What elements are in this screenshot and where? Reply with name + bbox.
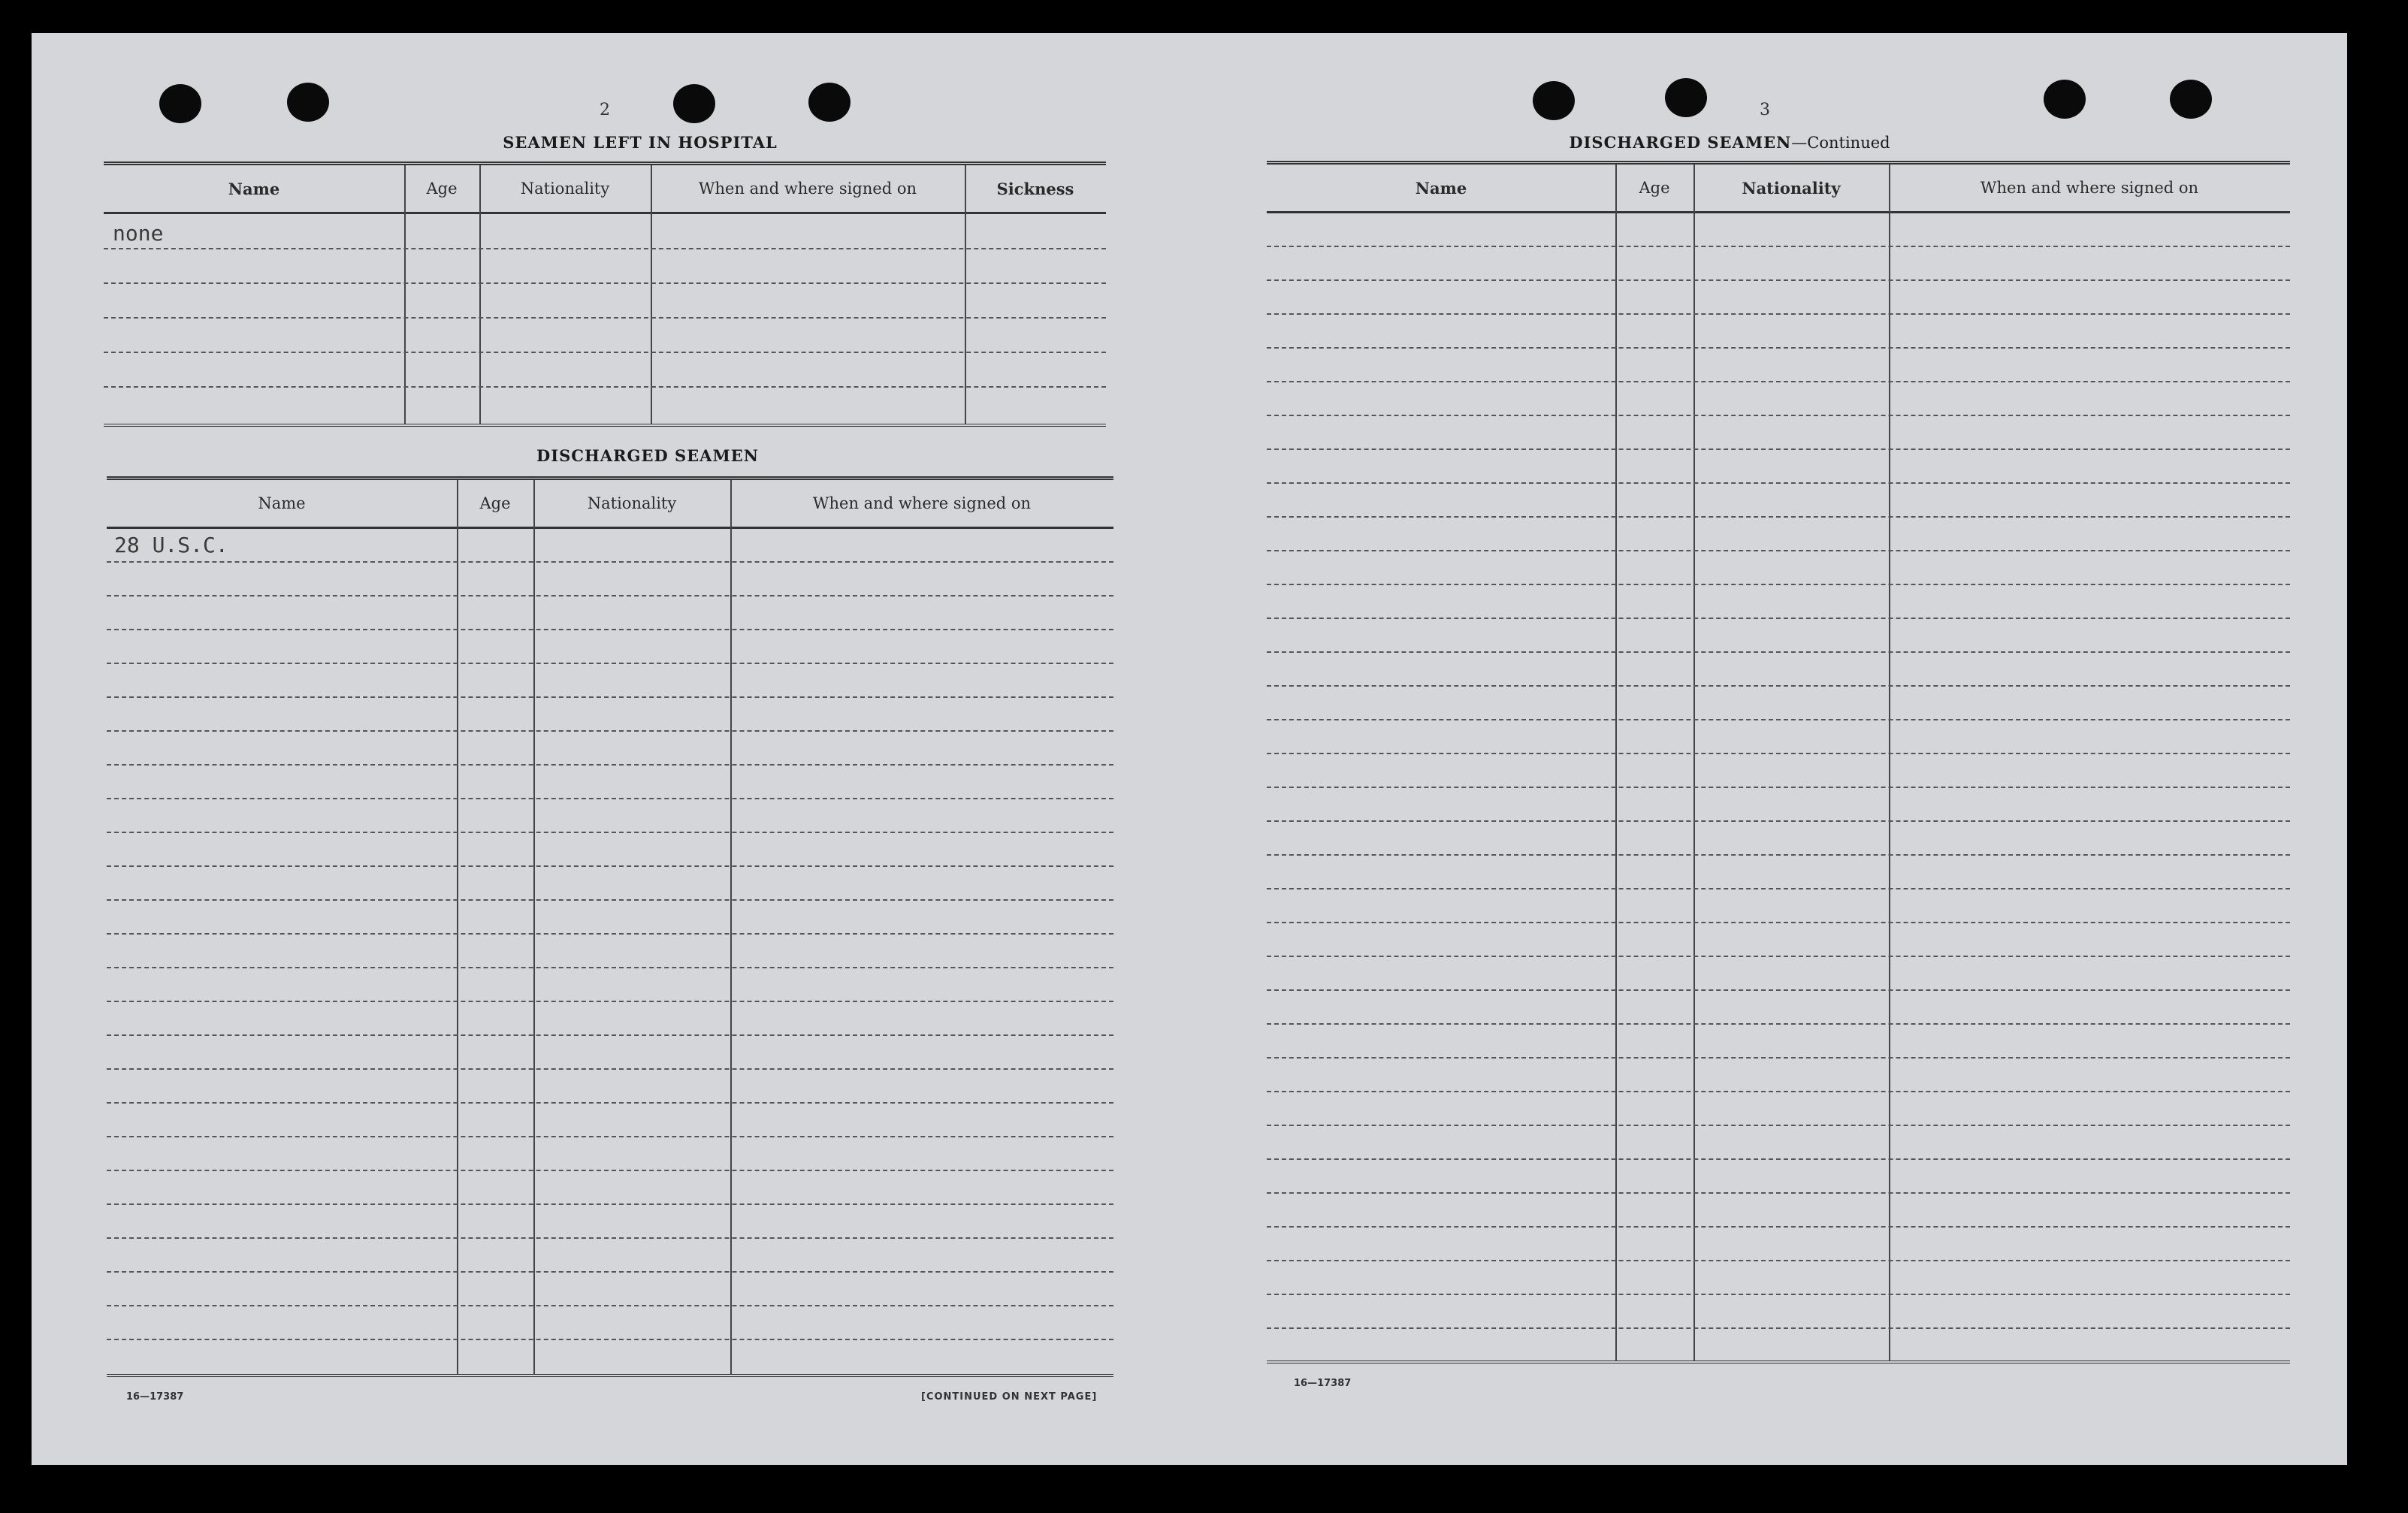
ruled-line bbox=[1267, 1057, 2290, 1058]
ruled-line bbox=[1267, 1023, 2290, 1025]
column-divider bbox=[651, 165, 652, 424]
page-number: 2 bbox=[600, 101, 610, 119]
discharged-entry-name: 28 U.S.C. bbox=[114, 533, 228, 557]
section-title-discharged: DISCHARGED SEAMEN bbox=[536, 446, 759, 465]
ruled-line bbox=[107, 1136, 1113, 1137]
form-number: 16—17387 bbox=[1294, 1378, 1352, 1389]
column-header-age: Age bbox=[1639, 179, 1670, 197]
discharged-table-left bbox=[107, 476, 1113, 1377]
column-header-age: Age bbox=[426, 180, 458, 198]
ruled-line bbox=[104, 282, 1106, 284]
ruled-line bbox=[104, 386, 1106, 388]
ruled-line bbox=[107, 798, 1113, 799]
column-header-name: Name bbox=[258, 494, 306, 512]
ruled-line bbox=[107, 865, 1113, 867]
table-header bbox=[107, 480, 1113, 529]
column-header-name: Name bbox=[228, 179, 280, 198]
column-divider bbox=[533, 480, 535, 1374]
column-divider bbox=[457, 480, 458, 1374]
column-divider bbox=[1693, 165, 1695, 1360]
ruled-line bbox=[107, 595, 1113, 596]
page-number: 3 bbox=[1760, 101, 1770, 119]
ruled-line bbox=[104, 248, 1106, 249]
ruled-line bbox=[1267, 516, 2290, 518]
ruled-line bbox=[107, 967, 1113, 968]
title-suffix: —Continued bbox=[1791, 134, 1890, 152]
ruled-line bbox=[1267, 618, 2290, 619]
column-divider bbox=[965, 165, 966, 424]
ruled-line bbox=[1267, 1125, 2290, 1126]
ruled-line bbox=[1267, 550, 2290, 551]
ruled-line bbox=[1267, 1226, 2290, 1228]
punch-hole bbox=[1665, 78, 1707, 117]
column-header-age: Age bbox=[479, 494, 511, 512]
discharged-table-right bbox=[1267, 161, 2290, 1364]
ruled-line bbox=[107, 1034, 1113, 1036]
punch-hole bbox=[1533, 81, 1575, 120]
column-divider bbox=[479, 165, 481, 424]
ruled-line bbox=[1267, 1158, 2290, 1160]
ruled-line bbox=[1267, 347, 2290, 349]
ruled-line bbox=[107, 1170, 1113, 1171]
ruled-line bbox=[1267, 381, 2290, 382]
ruled-line bbox=[1267, 685, 2290, 687]
punch-hole bbox=[2170, 80, 2212, 119]
ruled-line bbox=[107, 1001, 1113, 1002]
ruled-line bbox=[107, 1305, 1113, 1306]
ruled-line bbox=[107, 696, 1113, 698]
ruled-line bbox=[1267, 448, 2290, 450]
punch-hole bbox=[673, 84, 715, 123]
ledger-sheet bbox=[32, 33, 2347, 1465]
continued-note: [CONTINUED ON NEXT PAGE] bbox=[921, 1391, 1098, 1403]
ruled-line bbox=[107, 1102, 1113, 1104]
section-title-hospital: SEAMEN LEFT IN HOSPITAL bbox=[503, 133, 778, 152]
ruled-line bbox=[107, 832, 1113, 833]
section-title-discharged-continued bbox=[1474, 133, 1985, 152]
ruled-line bbox=[1267, 279, 2290, 281]
ruled-line bbox=[107, 561, 1113, 563]
column-divider bbox=[730, 480, 732, 1374]
punch-hole bbox=[2044, 80, 2086, 119]
ruled-line bbox=[1267, 989, 2290, 991]
column-header-sickness: Sickness bbox=[996, 179, 1074, 198]
punch-hole bbox=[159, 84, 201, 123]
ruled-line bbox=[1267, 1294, 2290, 1295]
ruled-line bbox=[1267, 246, 2290, 247]
ruled-line bbox=[107, 899, 1113, 901]
ruled-line bbox=[1267, 415, 2290, 416]
ruled-line bbox=[107, 1237, 1113, 1239]
column-divider bbox=[404, 165, 406, 424]
form-number: 16—17387 bbox=[126, 1391, 184, 1403]
ruled-line bbox=[1267, 753, 2290, 754]
ruled-line bbox=[107, 933, 1113, 935]
table-header bbox=[1267, 165, 2290, 213]
ruled-line bbox=[1267, 854, 2290, 856]
ruled-line bbox=[1267, 719, 2290, 720]
ruled-line bbox=[107, 629, 1113, 630]
ruled-line bbox=[1267, 651, 2290, 653]
ruled-line bbox=[107, 1339, 1113, 1340]
column-header-name: Name bbox=[1415, 178, 1467, 198]
ruled-line bbox=[1267, 820, 2290, 822]
ruled-line bbox=[107, 764, 1113, 766]
column-header-nationality: Nationality bbox=[587, 494, 677, 512]
punch-hole bbox=[808, 83, 851, 122]
ruled-line bbox=[107, 730, 1113, 732]
ruled-line bbox=[1267, 584, 2290, 585]
ruled-line bbox=[1267, 313, 2290, 315]
ruled-line bbox=[1267, 787, 2290, 788]
title-text: DISCHARGED SEAMEN bbox=[1569, 133, 1792, 152]
punch-hole bbox=[287, 83, 329, 122]
ruled-line bbox=[1267, 922, 2290, 923]
hospital-entry-name: none bbox=[113, 221, 164, 246]
ruled-line bbox=[1267, 1327, 2290, 1329]
table-header bbox=[104, 165, 1106, 214]
ruled-line bbox=[1267, 888, 2290, 889]
ruled-line bbox=[107, 1271, 1113, 1273]
column-divider bbox=[1889, 165, 1890, 1360]
column-header-nationality: Nationality bbox=[1742, 178, 1841, 198]
column-divider bbox=[1615, 165, 1617, 1360]
ruled-line bbox=[1267, 1091, 2290, 1092]
ruled-line bbox=[107, 1203, 1113, 1205]
ruled-line bbox=[104, 352, 1106, 353]
ruled-line bbox=[104, 317, 1106, 319]
ruled-line bbox=[1267, 1192, 2290, 1194]
ruled-line bbox=[107, 663, 1113, 664]
column-header-signed-on: When and where signed on bbox=[812, 494, 1032, 512]
column-header-signed-on: When and where signed on bbox=[698, 180, 917, 198]
ruled-line bbox=[1267, 956, 2290, 957]
column-header-nationality: Nationality bbox=[520, 180, 610, 198]
ruled-line bbox=[1267, 1260, 2290, 1261]
ruled-line bbox=[107, 1068, 1113, 1070]
ruled-line bbox=[1267, 482, 2290, 484]
hospital-table bbox=[104, 162, 1106, 427]
column-header-signed-on: When and where signed on bbox=[1980, 179, 2199, 197]
